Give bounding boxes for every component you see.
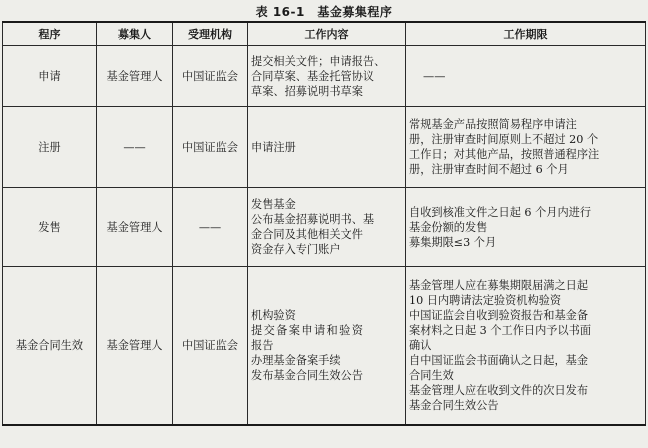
agency-cell: 中国证监会: [173, 46, 248, 107]
content-cell: [248, 267, 406, 426]
header-row: [3, 22, 646, 46]
deadline-cell: [406, 46, 646, 107]
deadline-line: 募集期限≤3 个月: [409, 235, 497, 249]
deadline-cell: [406, 188, 646, 267]
header-agency: 受理机构: [173, 22, 248, 46]
table-row: [3, 267, 646, 426]
content-line: 资金存入专门账户: [251, 243, 341, 256]
content-line: 发售基金: [251, 198, 296, 211]
deadline-line: 10 日内聘请法定验资机构验资: [409, 294, 562, 307]
deadline-line: 自收到核准文件之日起 6 个月内进行: [409, 205, 592, 219]
deadline-line: 基金管理人应在募集期限届满之日起: [409, 279, 589, 292]
content-line: 申请注册: [251, 140, 296, 154]
header-procedure: 程序: [3, 22, 97, 46]
table-row: [3, 46, 646, 107]
content-line: 合同草案、基金托管协议: [251, 69, 375, 83]
deadline-cell: [406, 267, 646, 426]
content-line: 机构验资: [251, 309, 296, 322]
deadline-line: 基金份额的发售: [409, 220, 488, 234]
deadline-line: 基金合同生效公告: [409, 399, 499, 412]
procedure-cell: 发售: [3, 188, 97, 267]
content-line: 提交相关文件；申请报告、: [251, 54, 386, 68]
table-row: [3, 188, 646, 267]
procedure-cell: 注册: [3, 107, 97, 188]
agency-cell: 中国证监会: [173, 107, 248, 188]
table-caption: 表 16-1 基金募集程序: [255, 5, 393, 19]
deadline-line: 自中国证监会书面确认之日起，基金: [409, 354, 589, 367]
header-deadline: 工作期限: [406, 22, 646, 46]
raiser-cell: 基金管理人: [97, 46, 173, 107]
content-line: 办理基金备案手续: [251, 354, 341, 367]
deadline-cell: [406, 107, 646, 188]
deadline-line: 工作日；对其他产品，按照普通程序注: [409, 148, 600, 161]
deadline-line: 基金管理人应在收到文件的次日发布: [409, 384, 589, 397]
deadline-line: 确认: [409, 339, 432, 352]
deadline-line: 合同生效: [409, 369, 454, 382]
header-raiser: 募集人: [97, 22, 173, 46]
deadline-line: 册，注册审查时间不超过 6 个月: [409, 163, 569, 176]
content-line: 提交备案申请和验资: [251, 324, 365, 337]
content-line: 草案、招募说明书草案: [251, 84, 363, 98]
deadline-line: 案材料之日起 3 个工作日内予以书面: [409, 324, 592, 337]
content-line: 报告: [251, 339, 274, 352]
raiser-cell: 基金管理人: [97, 188, 173, 267]
content-line: 发布基金合同生效公告: [251, 369, 363, 382]
fund-raising-procedure-table: [2, 21, 646, 426]
agency-cell: ——: [173, 188, 248, 267]
content-line: 金合同及其他相关文件: [251, 228, 363, 241]
deadline-line: 中国证监会自收到验资报告和基金备: [409, 309, 589, 322]
agency-cell: 中国证监会: [173, 267, 248, 426]
content-cell: [248, 107, 406, 188]
table-row: [3, 107, 646, 188]
content-cell: [248, 46, 406, 107]
deadline-line: ——: [423, 69, 446, 83]
deadline-line: 常规基金产品按照简易程序申请注: [409, 118, 577, 131]
deadline-line: 册，注册审查时间原则上不超过 20 个: [409, 133, 599, 146]
procedure-cell: 申请: [3, 46, 97, 107]
raiser-cell: 基金管理人: [97, 267, 173, 426]
procedure-cell: 基金合同生效: [3, 267, 97, 426]
content-cell: [248, 188, 406, 267]
raiser-cell: ——: [97, 107, 173, 188]
content-line: 公布基金招募说明书、基: [251, 213, 375, 226]
header-content: 工作内容: [248, 22, 406, 46]
